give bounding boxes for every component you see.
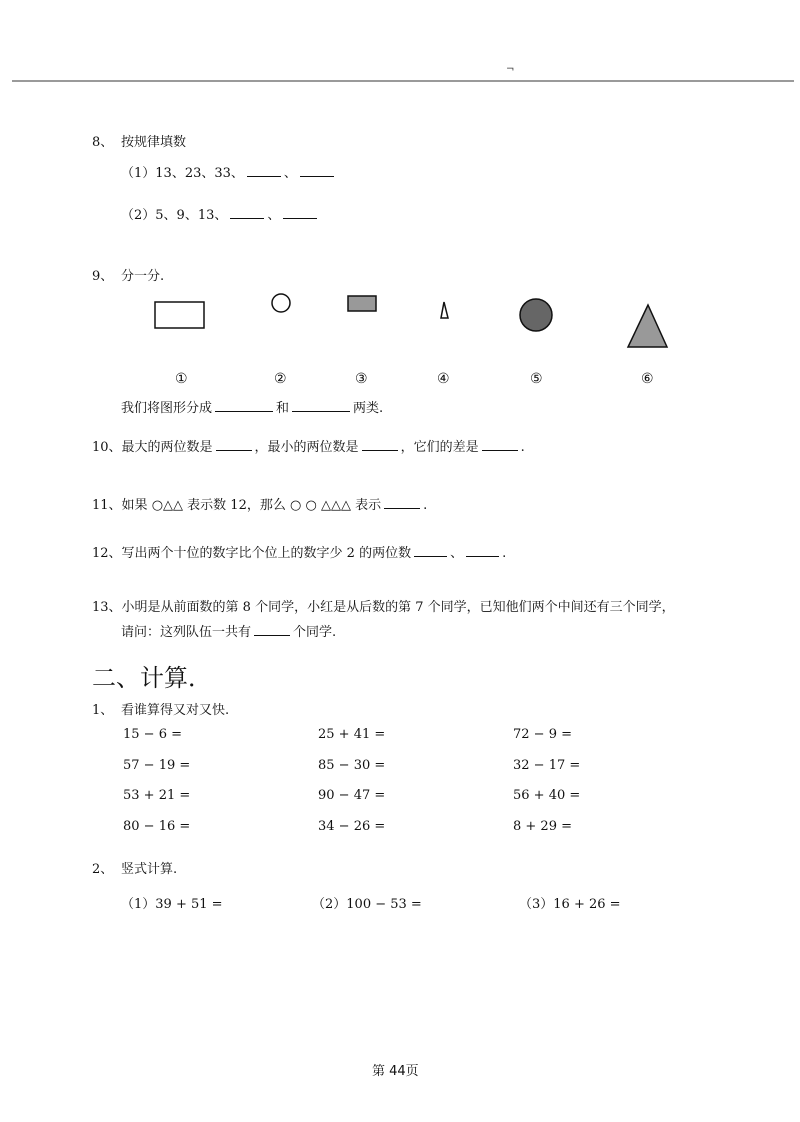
section-heading: 二、计算．: [92, 664, 212, 692]
shape-label-6: ⑥: [641, 371, 654, 387]
calc1-number: 1、: [92, 703, 114, 718]
calc-item: 80 − 16 =: [123, 819, 191, 834]
q10-text-b: ，最小的两位数是: [254, 440, 359, 455]
answer-blank[interactable]: [466, 555, 499, 557]
vertical-calc-item: （3）16 + 26 =: [519, 897, 621, 912]
calc-item: 57 − 19 =: [123, 758, 191, 773]
answer-blank[interactable]: [254, 634, 290, 636]
q8-part1-text: （1）13、23、33、: [121, 166, 244, 181]
q8-part1: [121, 162, 337, 181]
shapes-figure: [0, 285, 800, 365]
calc-item: 56 + 40 =: [513, 788, 581, 803]
answer-blank[interactable]: [215, 410, 273, 412]
separator: 、: [450, 546, 464, 561]
calc1-title: 看谁算得又对又快.: [121, 703, 230, 718]
shape-label-5: ⑤: [530, 371, 543, 387]
q10-text-c: ，它们的差是: [400, 440, 479, 455]
calc-item: 34 − 26 =: [318, 819, 386, 834]
q9-sentence-c: 两类.: [353, 401, 384, 416]
calc2-title: 竖式计算.: [121, 862, 178, 877]
shape-triangle-outline: [441, 302, 448, 318]
shape-label-1: ①: [175, 371, 188, 387]
q13-text-a: 请问：这列队伍一共有: [121, 625, 252, 640]
shape-circle-filled: [520, 299, 552, 331]
shape-label-3: ③: [355, 371, 368, 387]
q12-text-a: 12、写出两个十位的数字比个位上的数字少 2 的两位数: [92, 546, 412, 561]
calc-item: 8 + 29 =: [513, 819, 572, 834]
calc-item: 72 − 9 =: [513, 727, 572, 742]
calc-item: 25 + 41 =: [318, 727, 386, 742]
q11-text-d: .: [423, 498, 428, 513]
calc-item: 32 − 17 =: [513, 758, 581, 773]
vertical-calc-item: （2）100 − 53 =: [312, 897, 422, 912]
q10: [92, 436, 525, 455]
q8-number: 8、: [92, 135, 114, 150]
q12-text-d: .: [502, 546, 507, 561]
answer-blank[interactable]: [482, 449, 518, 451]
answer-blank[interactable]: [384, 507, 420, 509]
answer-blank[interactable]: [247, 175, 281, 177]
separator: 、: [267, 208, 281, 223]
q9-sentence-b: 和: [276, 401, 290, 416]
vertical-calc-item: （1）39 + 51 =: [121, 897, 223, 912]
calc-item: 53 + 21 =: [123, 788, 191, 803]
q13-text-b: 个同学.: [293, 625, 337, 640]
q10-text-d: .: [520, 440, 525, 455]
answer-blank[interactable]: [300, 175, 334, 177]
shape-rectangle-outline: [155, 302, 204, 328]
shape-label-4: ④: [437, 371, 450, 387]
shape-circle-outline: [272, 294, 290, 312]
shape-label-2: ②: [274, 371, 287, 387]
page-number: 第 44页: [372, 1064, 419, 1079]
calc-item: 15 − 6 =: [123, 727, 182, 742]
answer-blank[interactable]: [292, 410, 350, 412]
calc-item: 90 − 47 =: [318, 788, 386, 803]
q13-line2: [121, 621, 336, 640]
answer-blank[interactable]: [283, 217, 317, 219]
shape-triangle-filled: [628, 305, 667, 347]
q13-line1: 13、小明是从前面数的第 8 个同学，小红是从后数的第 7 个同学，已知他们两个中间还有三个同学，: [92, 600, 675, 615]
answer-blank[interactable]: [414, 555, 447, 557]
q11-text-a: 11、如果: [92, 498, 148, 513]
q9-title: 分一分.: [121, 269, 165, 284]
q10-text-a: 10、最大的两位数是: [92, 440, 213, 455]
q9-sentence-a: 我们将图形分成: [121, 401, 213, 416]
q9-number: 9、: [92, 269, 114, 284]
separator: 、: [283, 166, 297, 181]
q11-text-b: 表示数 12，那么: [187, 498, 286, 513]
q8-title: 按规律填数: [121, 135, 187, 150]
header-rule: [12, 80, 794, 82]
q9-sentence: [121, 397, 383, 416]
q12: [92, 542, 506, 561]
circle-triangle-symbols: ○ ○ △△△: [290, 498, 351, 513]
q11: [92, 494, 427, 513]
q8-part2-text: （2）5、9、13、: [121, 208, 228, 223]
answer-blank[interactable]: [230, 217, 264, 219]
header-mark: ¬: [506, 64, 515, 75]
answer-blank[interactable]: [362, 449, 398, 451]
calc2-number: 2、: [92, 862, 114, 877]
circle-triangle-symbols: ○△△: [151, 498, 184, 513]
answer-blank[interactable]: [216, 449, 252, 451]
calc-item: 85 − 30 =: [318, 758, 386, 773]
q8-part2: [121, 204, 320, 223]
q11-text-c: 表示: [355, 498, 382, 513]
shape-rectangle-filled: [348, 296, 376, 311]
